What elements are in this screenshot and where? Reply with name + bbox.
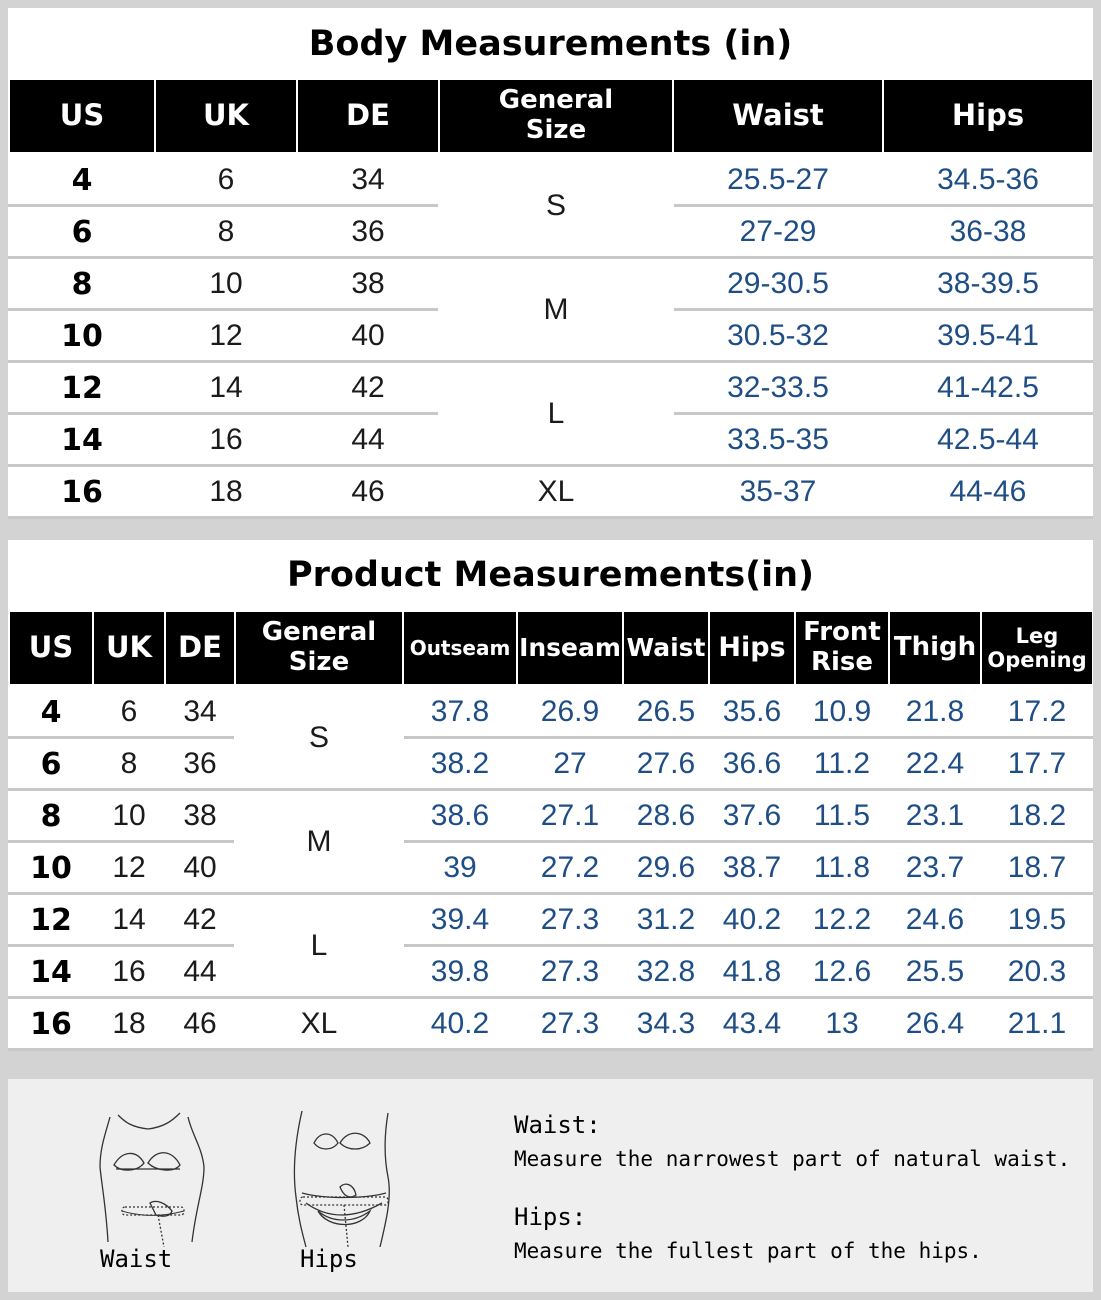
product-cell-de: 34 <box>183 695 217 728</box>
product-cell-general-size: S <box>308 721 329 754</box>
product-cell-leg-opening: 18.2 <box>1007 799 1067 832</box>
waist-guide-text: Measure the narrowest part of natural waist. <box>514 1147 1071 1171</box>
body-cell-hips: 44-46 <box>949 475 1027 508</box>
product-cell-outseam: 40.2 <box>430 1007 490 1040</box>
product-cell-leg-opening: 18.7 <box>1007 851 1067 884</box>
product-cell-leg-opening: 19.5 <box>1007 903 1067 936</box>
body-cell-hips: 34.5-36 <box>937 163 1039 196</box>
product-header-leg-opening: Leg Opening <box>982 612 1092 684</box>
body-cell-hips: 41-42.5 <box>937 371 1039 404</box>
body-cell-us: 6 <box>71 214 93 250</box>
product-cell-hips: 37.6 <box>722 799 782 832</box>
product-cell-general-size: L <box>310 929 328 962</box>
product-cell-waist: 28.6 <box>636 799 696 832</box>
product-cell-inseam: 27.3 <box>540 903 600 936</box>
product-cell-hips: 40.2 <box>722 903 782 936</box>
product-cell-inseam: 27.2 <box>540 851 600 884</box>
product-header-waist: Waist <box>624 612 708 684</box>
product-cell-inseam: 26.9 <box>540 695 600 728</box>
body-cell-waist: 35-37 <box>739 475 817 508</box>
body-cell-de: 44 <box>351 423 385 456</box>
product-cell-us: 16 <box>30 1006 72 1042</box>
body-cell-uk: 14 <box>209 371 243 404</box>
body-cell-uk: 8 <box>217 215 235 248</box>
body-header-de: DE <box>298 80 438 152</box>
body-cell-hips: 38-39.5 <box>937 267 1039 300</box>
product-cell-us: 8 <box>40 798 62 834</box>
product-header-thigh: Thigh <box>890 612 980 684</box>
hips-measure-figure-icon <box>284 1107 404 1247</box>
product-cell-leg-opening: 20.3 <box>1007 955 1067 988</box>
product-cell-us: 4 <box>40 694 62 730</box>
waist-guide-title: Waist: <box>514 1111 601 1139</box>
body-measurements-panel <box>8 8 1093 517</box>
product-cell-leg-opening: 17.7 <box>1007 747 1067 780</box>
body-cell-uk: 12 <box>209 319 243 352</box>
product-cell-uk: 6 <box>120 695 138 728</box>
body-cell-waist: 30.5-32 <box>727 319 829 352</box>
body-cell-de: 46 <box>351 475 385 508</box>
product-cell-waist: 27.6 <box>636 747 696 780</box>
product-cell-general-size: M <box>306 825 332 858</box>
body-cell-general-size: M <box>543 293 569 326</box>
body-cell-us: 16 <box>61 474 103 510</box>
body-cell-uk: 10 <box>209 267 243 300</box>
hips-figure-label: Hips <box>300 1245 358 1273</box>
body-cell-waist: 25.5-27 <box>727 163 829 196</box>
product-cell-de: 42 <box>183 903 217 936</box>
body-header-uk: UK <box>156 80 296 152</box>
body-cell-uk: 6 <box>217 163 235 196</box>
product-header-general-size: General Size <box>236 612 402 684</box>
product-cell-de: 44 <box>183 955 217 988</box>
body-cell-waist: 33.5-35 <box>727 423 829 456</box>
product-cell-leg-opening: 21.1 <box>1007 1007 1067 1040</box>
body-measurements-title: Body Measurements (in) <box>308 24 793 64</box>
body-cell-de: 34 <box>351 163 385 196</box>
product-cell-us: 6 <box>40 746 62 782</box>
body-cell-hips: 42.5-44 <box>937 423 1039 456</box>
product-cell-us: 10 <box>30 850 72 886</box>
product-cell-hips: 38.7 <box>722 851 782 884</box>
product-measurements-panel <box>8 540 1093 1048</box>
product-cell-de: 40 <box>183 851 217 884</box>
product-cell-inseam: 27.3 <box>540 955 600 988</box>
body-bottom-border <box>8 516 1093 519</box>
product-cell-uk: 10 <box>112 799 146 832</box>
body-cell-general-size: L <box>547 397 565 430</box>
body-cell-us: 8 <box>71 266 93 302</box>
product-header-hips: Hips <box>710 612 794 684</box>
body-cell-de: 38 <box>351 267 385 300</box>
product-cell-de: 38 <box>183 799 217 832</box>
body-cell-uk: 16 <box>209 423 243 456</box>
product-cell-thigh: 26.4 <box>905 1007 965 1040</box>
product-measurements-title: Product Measurements(in) <box>286 555 815 595</box>
body-cell-waist: 29-30.5 <box>727 267 829 300</box>
product-cell-uk: 8 <box>120 747 138 780</box>
product-cell-outseam: 38.2 <box>430 747 490 780</box>
product-cell-front-rise: 12.2 <box>812 903 872 936</box>
product-cell-thigh: 21.8 <box>905 695 965 728</box>
product-cell-uk: 16 <box>112 955 146 988</box>
body-cell-waist: 32-33.5 <box>727 371 829 404</box>
waist-figure-label: Waist <box>100 1245 173 1273</box>
product-cell-front-rise: 13 <box>825 1007 859 1040</box>
product-cell-hips: 35.6 <box>722 695 782 728</box>
product-cell-outseam: 39 <box>443 851 477 884</box>
product-cell-front-rise: 12.6 <box>812 955 872 988</box>
product-bottom-border <box>8 1048 1093 1051</box>
body-header-general-size: General Size <box>440 80 672 152</box>
product-cell-waist: 29.6 <box>636 851 696 884</box>
product-cell-leg-opening: 17.2 <box>1007 695 1067 728</box>
product-cell-front-rise: 10.9 <box>812 695 872 728</box>
body-cell-hips: 36-38 <box>949 215 1027 248</box>
product-cell-hips: 36.6 <box>722 747 782 780</box>
product-cell-waist: 31.2 <box>636 903 696 936</box>
product-cell-us: 14 <box>30 954 72 990</box>
product-cell-us: 12 <box>30 902 72 938</box>
body-cell-uk: 18 <box>209 475 243 508</box>
product-cell-waist: 26.5 <box>636 695 696 728</box>
product-cell-outseam: 37.8 <box>430 695 490 728</box>
product-cell-thigh: 23.1 <box>905 799 965 832</box>
product-cell-thigh: 22.4 <box>905 747 965 780</box>
product-cell-front-rise: 11.8 <box>813 851 871 884</box>
body-cell-general-size: S <box>545 189 566 222</box>
product-header-de: DE <box>166 612 234 684</box>
product-cell-de: 36 <box>183 747 217 780</box>
body-cell-general-size: XL <box>537 475 575 508</box>
product-cell-de: 46 <box>183 1007 217 1040</box>
body-cell-waist: 27-29 <box>739 215 817 248</box>
product-header-us: US <box>10 612 92 684</box>
hips-guide-title: Hips: <box>514 1203 587 1231</box>
product-cell-hips: 41.8 <box>722 955 782 988</box>
product-cell-waist: 32.8 <box>636 955 696 988</box>
product-cell-outseam: 38.6 <box>430 799 490 832</box>
body-cell-us: 14 <box>61 422 103 458</box>
product-cell-waist: 34.3 <box>636 1007 696 1040</box>
body-cell-de: 40 <box>351 319 385 352</box>
product-cell-front-rise: 11.5 <box>813 799 871 832</box>
product-cell-uk: 12 <box>112 851 146 884</box>
body-cell-hips: 39.5-41 <box>937 319 1039 352</box>
product-cell-uk: 18 <box>112 1007 146 1040</box>
product-header-uk: UK <box>94 612 164 684</box>
product-cell-inseam: 27 <box>553 747 587 780</box>
body-cell-us: 10 <box>61 318 103 354</box>
hips-guide-text: Measure the fullest part of the hips. <box>514 1239 982 1263</box>
product-cell-general-size: XL <box>300 1007 338 1040</box>
product-cell-hips: 43.4 <box>722 1007 782 1040</box>
product-cell-uk: 14 <box>112 903 146 936</box>
measurement-guide-panel <box>8 1079 1093 1292</box>
body-cell-de: 42 <box>351 371 385 404</box>
product-cell-inseam: 27.3 <box>540 1007 600 1040</box>
product-cell-front-rise: 11.2 <box>813 747 871 780</box>
body-header-us: US <box>10 80 154 152</box>
product-cell-outseam: 39.8 <box>430 955 490 988</box>
product-cell-outseam: 39.4 <box>430 903 490 936</box>
body-header-hips: Hips <box>884 80 1092 152</box>
product-cell-thigh: 25.5 <box>905 955 965 988</box>
product-header-outseam: Outseam <box>404 612 516 684</box>
product-cell-thigh: 24.6 <box>905 903 965 936</box>
body-header-waist: Waist <box>674 80 882 152</box>
product-cell-thigh: 23.7 <box>905 851 965 884</box>
product-cell-inseam: 27.1 <box>540 799 600 832</box>
body-cell-us: 4 <box>71 162 93 198</box>
body-cell-de: 36 <box>351 215 385 248</box>
body-cell-us: 12 <box>61 370 103 406</box>
waist-measure-figure-icon <box>92 1107 212 1247</box>
product-header-inseam: Inseam <box>518 612 622 684</box>
product-header-front-rise: Front Rise <box>796 612 888 684</box>
